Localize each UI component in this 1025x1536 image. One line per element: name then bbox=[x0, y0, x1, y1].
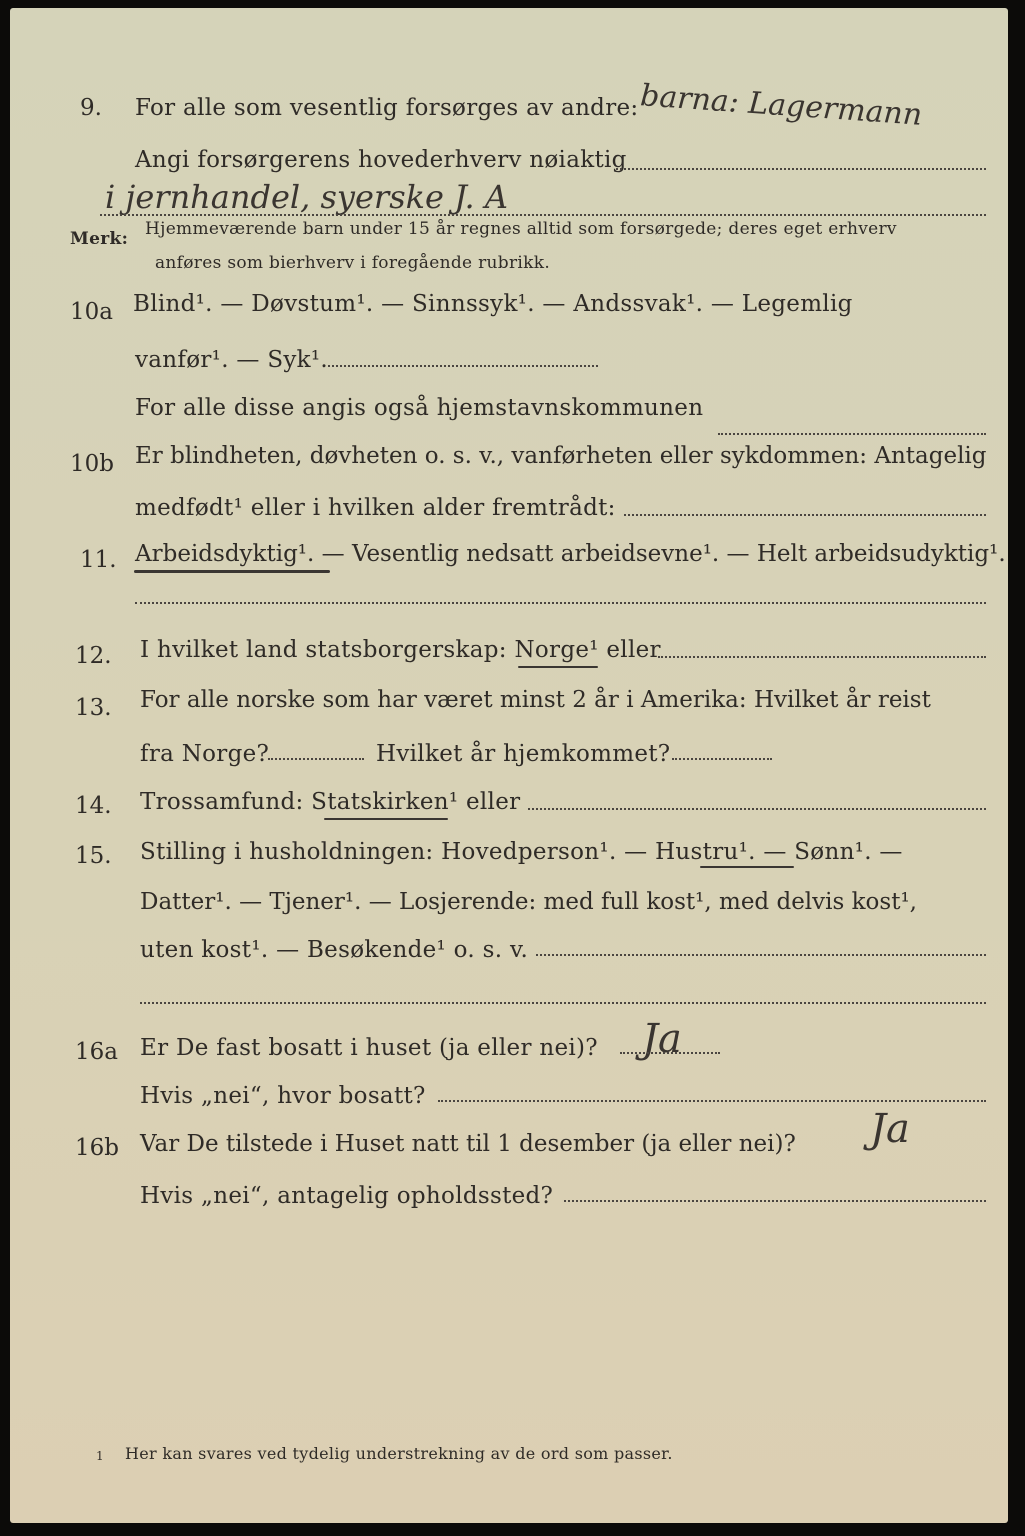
q14-number: 14. bbox=[75, 793, 112, 819]
q16b-number: 16b bbox=[75, 1135, 119, 1161]
q11-underline-arbeidsdyktig bbox=[134, 570, 330, 573]
q14-line1-fill bbox=[528, 808, 986, 810]
footnote-mark: 1 bbox=[96, 1449, 104, 1463]
q14-line1: Trossamfund: Statskirken¹ eller bbox=[140, 789, 521, 815]
q16a-line1: Er De fast bosatt i huset (ja eller nei)? bbox=[140, 1035, 598, 1061]
q15-line4-fill bbox=[140, 1002, 986, 1004]
q16b-handwriting: Ja bbox=[870, 1106, 910, 1152]
q10b-line2-fill bbox=[624, 514, 986, 516]
q15-line3-fill bbox=[536, 954, 986, 956]
q16b-line2: Hvis „nei“, antagelig opholdssted? bbox=[140, 1183, 554, 1209]
merk-line1: Hjemmeværende barn under 15 år regnes alltid som forsørgede; deres eget erhverv bbox=[145, 219, 897, 239]
census-form-page bbox=[10, 8, 1008, 1523]
q15-line3: uten kost¹. — Besøkende¹ o. s. v. bbox=[140, 937, 529, 963]
q16a-line1-fill bbox=[620, 1052, 720, 1054]
q13-line1: For alle norske som har været minst 2 år i Amerika: Hvilket år reist bbox=[140, 687, 931, 713]
q9-line2-fill bbox=[616, 168, 986, 170]
q16b-line1: Var De tilstede i Huset natt til 1 desember (ja eller nei)? bbox=[140, 1131, 796, 1157]
q13-line2b: Hvilket år hjemkommet? bbox=[376, 741, 671, 767]
q15-line1: Stilling i husholdningen: Hovedperson¹. — Hustru¹. — Sønn¹. — bbox=[140, 839, 903, 865]
q16a-line2: Hvis „nei“, hvor bosatt? bbox=[140, 1083, 426, 1109]
q10b-line2: medfødt¹ eller i hvilken alder fremtrådt: bbox=[135, 495, 616, 521]
q10a-line2: vanfør¹. — Syk¹. bbox=[135, 347, 329, 373]
q16b-line2-fill bbox=[564, 1200, 986, 1202]
q9-line3-fill bbox=[100, 214, 986, 216]
q9-handwriting-1: barna: Lagermann bbox=[639, 78, 924, 133]
q12-line1-fill bbox=[658, 656, 986, 658]
q13-number: 13. bbox=[75, 695, 112, 721]
q9-line2: Angi forsørgerens hovederhverv nøiaktig bbox=[135, 147, 627, 173]
q16a-line2-fill bbox=[438, 1100, 986, 1102]
q15-line2: Datter¹. — Tjener¹. — Losjerende: med full kost¹, med delvis kost¹, bbox=[140, 889, 917, 915]
q15-underline-hustru bbox=[700, 866, 794, 868]
footnote-text: Her kan svares ved tydelig understrekning av de ord som passer. bbox=[125, 1444, 673, 1463]
q9-line1: For alle som vesentlig forsørges av andre: bbox=[135, 95, 639, 121]
q11-line1: Arbeidsdyktig¹. — Vesentlig nedsatt arbeidsevne¹. — Helt arbeidsudyktig¹. bbox=[135, 541, 1006, 567]
q13-line2a: fra Norge? bbox=[140, 741, 270, 767]
q16a-handwriting: Ja bbox=[642, 1016, 682, 1062]
q13-line2a-fill bbox=[268, 758, 364, 760]
q10a-line3-fill bbox=[718, 433, 986, 435]
q12-number: 12. bbox=[75, 643, 112, 669]
q12-underline-norge bbox=[518, 666, 598, 668]
q15-number: 15. bbox=[75, 843, 112, 869]
q10b-line1: Er blindheten, døvheten o. s. v., vanførheten eller sykdommen: Antagelig bbox=[135, 443, 987, 469]
q16a-number: 16a bbox=[75, 1039, 118, 1065]
q14-underline-statskirken bbox=[324, 818, 448, 820]
q13-line2b-fill bbox=[672, 758, 772, 760]
q10a-line2-fill bbox=[328, 365, 598, 367]
q10a-line3: For alle disse angis også hjemstavnskommunen bbox=[135, 395, 704, 421]
q12-line1: I hvilket land statsborgerskap: Norge¹ eller bbox=[140, 637, 661, 663]
merk-label: Merk: bbox=[70, 229, 129, 249]
q10b-number: 10b bbox=[70, 451, 114, 477]
q11-line2-fill bbox=[135, 602, 986, 604]
q10a-line1: Blind¹. — Døvstum¹. — Sinnssyk¹. — Andssvak¹. — Legemlig bbox=[133, 291, 853, 317]
q10a-number: 10a bbox=[70, 299, 113, 325]
q11-number: 11. bbox=[80, 547, 117, 573]
merk-line2: anføres som bierhverv i foregående rubrikk. bbox=[155, 253, 551, 273]
q9-handwriting-2: i jernhandel, syerske J. A bbox=[105, 178, 508, 216]
q9-number: 9. bbox=[80, 95, 102, 121]
